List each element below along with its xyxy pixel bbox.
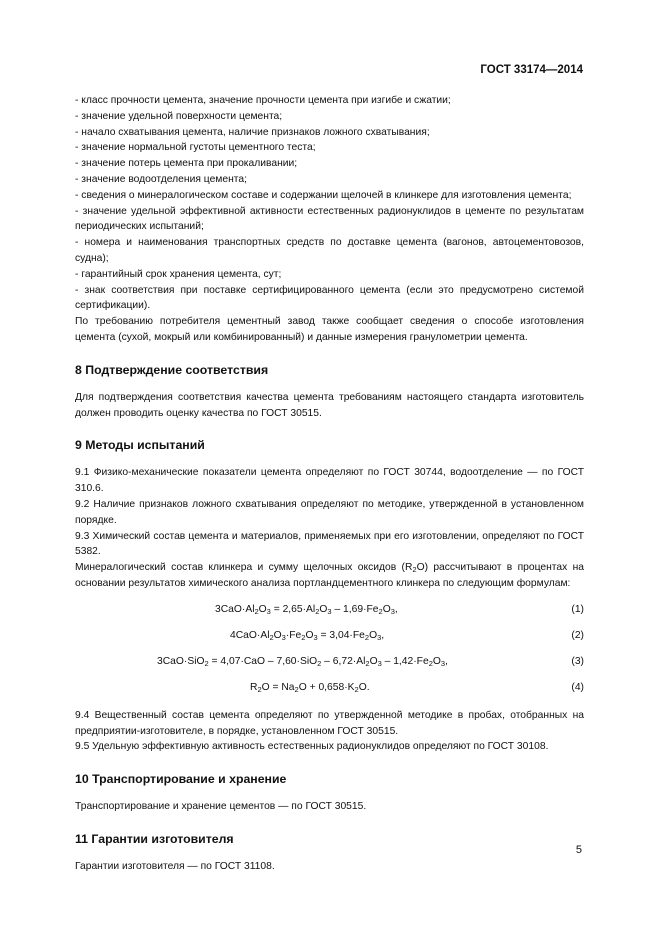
- paragraph-9-4: 9.4 Вещественный состав цемента определяют по утвержденной методике в пробах, отобранных на предприятии-изготовителе, в порядке, установленном ГОСТ 30515.: [75, 709, 584, 737]
- section-10-text: Транспортирование и хранение цементов — по ГОСТ 30515.: [75, 801, 367, 813]
- page-content: [75, 93, 584, 875]
- list-item: - значение водоотделения цемента;: [75, 173, 247, 185]
- list-after-paragraph: По требованию потребителя цементный завод также сообщает сведения о способе изготовления цемента (сухой, мокрый или комбинированный) и данные измерения гранулометрии цемента.: [75, 316, 584, 343]
- formula-number: (4): [571, 681, 584, 693]
- formula-4: [75, 676, 584, 702]
- section-8-text: Для подтверждения соответствия качества цемента требованиям настоящего стандарта изготовитель должен проводить оценку качества по ГОСТ 30515.: [75, 391, 584, 419]
- section-8-heading: 8 Подтверждение соответствия: [75, 362, 269, 377]
- requirements-list: [75, 93, 584, 346]
- list-item: - значение удельной поверхности цемента;: [75, 110, 283, 122]
- list-item: - значение удельной эффективной активности естественных радионуклидов в цементе по результатам периодических испытаний;: [75, 205, 584, 233]
- mineral-composition-paragraph: Минералогический состав клинкера и сумму щелочных оксидов $(R_2O)$ рассчитывают в процентах на основании результатов химического анализа портландцементного клинкера по следующим формулам:: [75, 562, 584, 589]
- paragraph-9-2: 9.2 Наличие признаков ложного схватывания определяют по методике, утвержденной в установленном порядке.: [75, 498, 584, 526]
- paragraph-9-5: 9.5 Удельную эффективную активность естественных радионуклидов определяют по ГОСТ 30108.: [75, 741, 549, 753]
- list-item: - значение потерь цемента при прокаливании;: [75, 158, 298, 170]
- page-number: 5: [575, 844, 582, 856]
- list-item: - начало схватывания цемента, наличие признаков ложного схватывания;: [75, 126, 430, 138]
- formula-2: [75, 624, 584, 650]
- formula-expression: $3CaO\cdot SiO_2 = 4,07\cdot CaO - 7,60\cdot SiO_2 - 6,72\cdot Al_2O_3 - 1,42\cdot Fe_2O_3$,: [157, 655, 448, 668]
- formula-expression: $R_2O = Na_2O + 0,658\cdot K_2O$.: [250, 681, 370, 694]
- list-item: - знак соответствия при поставке сертифицированного цемента (если это предусмотрено системой сертификации).: [75, 284, 584, 312]
- section-11-text: Гарантии изготовителя — по ГОСТ 31108.: [75, 860, 275, 872]
- section-9-heading: 9 Методы испытаний: [75, 438, 205, 453]
- formula-number: (2): [571, 629, 584, 641]
- formula-number: (3): [571, 655, 584, 667]
- list-item: - гарантийный срок хранения цемента, сут;: [75, 268, 282, 280]
- list-item: - сведения о минералогическом составе и содержании щелочей в клинкере для изготовления цемента;: [75, 189, 572, 201]
- paragraph-9-3: 9.3 Химический состав цемента и материалов, применяемых при его изготовлении, определяют по ГОСТ 5382.: [75, 530, 584, 558]
- formula-3: [75, 650, 584, 676]
- document-code-header: ГОСТ 33174—2014: [480, 64, 583, 76]
- formula-1: [75, 598, 584, 624]
- formula-number: (1): [571, 603, 584, 615]
- formula-expression: $3CaO\cdot Al_2O_3 = 2,65\cdot Al_2O_3 - 1,69\cdot Fe_2O_3$,: [215, 603, 398, 616]
- section-11-heading: 11 Гарантии изготовителя: [75, 831, 234, 846]
- formula-expression: $4CaO\cdot Al_2O_3\cdot Fe_2O_3 = 3,04\cdot Fe_2O_3$,: [230, 629, 385, 642]
- list-item: - класс прочности цемента, значение прочности цемента при изгибе и сжатии;: [75, 95, 451, 106]
- section-10-heading: 10 Транспортирование и хранение: [75, 772, 287, 787]
- list-item: - номера и наименования транспортных средств по доставке цемента (вагонов, автоцементовозов, судна);: [75, 237, 584, 264]
- list-item: - значение нормальной густоты цементного теста;: [75, 142, 316, 154]
- paragraph-9-1: 9.1 Физико-механические показатели цемента определяют по ГОСТ 30744, водоотделение — по ГОСТ 310.6.: [75, 467, 584, 495]
